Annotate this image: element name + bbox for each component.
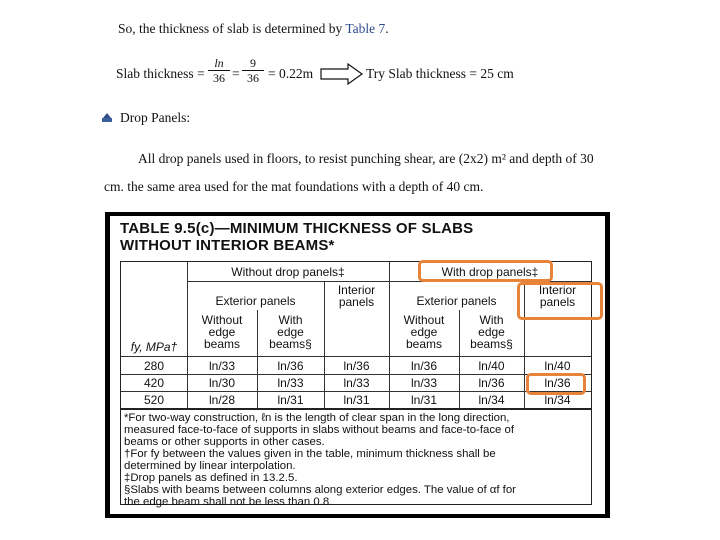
cell-520-c2: ln/31	[277, 393, 304, 407]
fraction-ln-36	[208, 56, 230, 85]
paragraph-line-2: cm. the same area used for the mat foundations with a depth of 40 cm.	[104, 179, 484, 194]
section-title: Drop Panels:	[120, 110, 191, 125]
cell-280-c2: ln/36	[277, 359, 304, 373]
footnote: †For fy between the values given in the table, minimum thickness shall be	[124, 448, 496, 460]
row-fy-280: 280	[143, 359, 165, 373]
cell-420-c5: ln/36	[478, 376, 505, 390]
without-edge-l2: edge	[410, 325, 438, 339]
cell-520-c6: ln/34	[544, 393, 571, 407]
bullet-arrow-icon	[102, 113, 112, 123]
footnote: measured face-to-face of supports in slabs without beams and face-to-face of	[124, 424, 515, 436]
header-exterior-panels: Exterior panels	[215, 294, 296, 308]
without-edge-l1: Without	[403, 313, 445, 327]
rule	[121, 408, 591, 410]
fy-label: fy, MPa†	[130, 340, 178, 354]
cell-280-c4: ln/36	[410, 359, 438, 373]
footnote: §Slabs with beams between columns along exterior edges. The value of αf for	[124, 484, 516, 496]
right-arrow-icon	[320, 62, 364, 86]
intro-period: .	[385, 21, 389, 36]
with-edge-l3: beams§	[470, 337, 513, 351]
intro-sentence	[118, 21, 389, 37]
rule	[121, 391, 591, 392]
header-fy	[121, 341, 187, 353]
formula-equals: =	[232, 66, 240, 81]
intro-text: So, the thickness of slab is determined by	[118, 21, 343, 36]
with-edge-l1: With	[479, 313, 504, 327]
header-without-drop-panels: Without drop panels‡	[231, 265, 345, 279]
interior-line-2: panels	[338, 295, 375, 309]
table-panel	[110, 216, 605, 514]
cell-280-c3: ln/36	[343, 359, 370, 373]
header-without-edge-beams-dp	[389, 314, 459, 350]
frac1-denominator: 36	[213, 71, 225, 85]
frac2-numerator: 9	[242, 56, 264, 71]
without-edge-l1: Without	[201, 313, 243, 327]
header-with-drop-panels: With drop panels‡	[441, 265, 539, 279]
cell-280-c1: ln/33	[208, 359, 236, 373]
row-fy-420: 420	[143, 376, 165, 390]
without-edge-l3: beams	[405, 337, 443, 351]
footnote: determined by linear interpolation.	[124, 460, 296, 472]
table-title	[120, 220, 473, 254]
with-edge-l3: beams§	[269, 337, 312, 351]
highlight-ln-36	[526, 373, 586, 395]
highlight-with-drop-panels	[418, 260, 553, 282]
thickness-table	[120, 261, 592, 508]
cell-520-c3: ln/31	[343, 393, 370, 407]
header-with-edge-beams-dp	[459, 314, 524, 350]
table-title-line-1: TABLE 9.5(c)—MINIMUM THICKNESS OF SLABS	[120, 220, 474, 237]
header-without-edge-beams	[187, 314, 257, 350]
without-edge-l3: beams	[203, 337, 241, 351]
cell-280-c6: ln/40	[544, 359, 571, 373]
footnote: *For two-way construction, ℓn is the length of clear span in the long direction,	[124, 412, 510, 424]
cell-420-c3: ln/33	[343, 376, 370, 390]
highlight-interior-panels	[517, 282, 603, 320]
footnote: ‡Drop panels as defined in 13.2.5.	[124, 472, 298, 484]
formula-lhs: Slab thickness =	[116, 66, 205, 81]
frac1-numerator: ln	[208, 56, 230, 71]
cell-280-c5: ln/40	[478, 359, 505, 373]
cell-520-c4: ln/31	[410, 393, 438, 407]
table-reference: Table 7	[345, 21, 386, 36]
header-exterior-panels-dp: Exterior panels	[416, 294, 497, 308]
aci-table-figure	[105, 212, 610, 518]
cell-420-c6: ln/36	[544, 376, 571, 390]
interior-line-1: Interior	[337, 283, 376, 297]
cell-420-c4: ln/33	[410, 376, 438, 390]
header-interior-panels	[324, 284, 389, 308]
interior-line-1: Interior	[538, 283, 577, 297]
without-edge-l2: edge	[208, 325, 236, 339]
with-edge-l2: edge	[277, 325, 304, 339]
interior-line-2: panels	[539, 295, 576, 309]
fraction-9-36	[242, 56, 264, 85]
rule	[121, 374, 591, 375]
formula-conclusion: Try Slab thickness = 25 cm	[366, 66, 514, 81]
footnote: beams or other supports in other cases.	[124, 436, 325, 448]
header-with-edge-beams	[257, 314, 324, 350]
paragraph-line-1: All drop panels used in floors, to resist punching shear, are (2x2) m² and depth of 30	[138, 151, 594, 166]
table-title-line-2: WITHOUT INTERIOR BEAMS*	[120, 237, 335, 254]
cell-520-c1: ln/28	[208, 393, 236, 407]
row-fy-520: 520	[143, 393, 165, 407]
formula-result: = 0.22m	[268, 66, 314, 81]
footnote: the edge beam shall not be less than 0.8.	[124, 496, 333, 508]
rule	[121, 356, 591, 357]
frac2-denominator: 36	[247, 71, 259, 85]
with-edge-l1: With	[278, 313, 303, 327]
cell-520-c5: ln/34	[478, 393, 505, 407]
cell-420-c2: ln/33	[277, 376, 304, 390]
cell-420-c1: ln/30	[208, 376, 236, 390]
with-edge-l2: edge	[478, 325, 505, 339]
